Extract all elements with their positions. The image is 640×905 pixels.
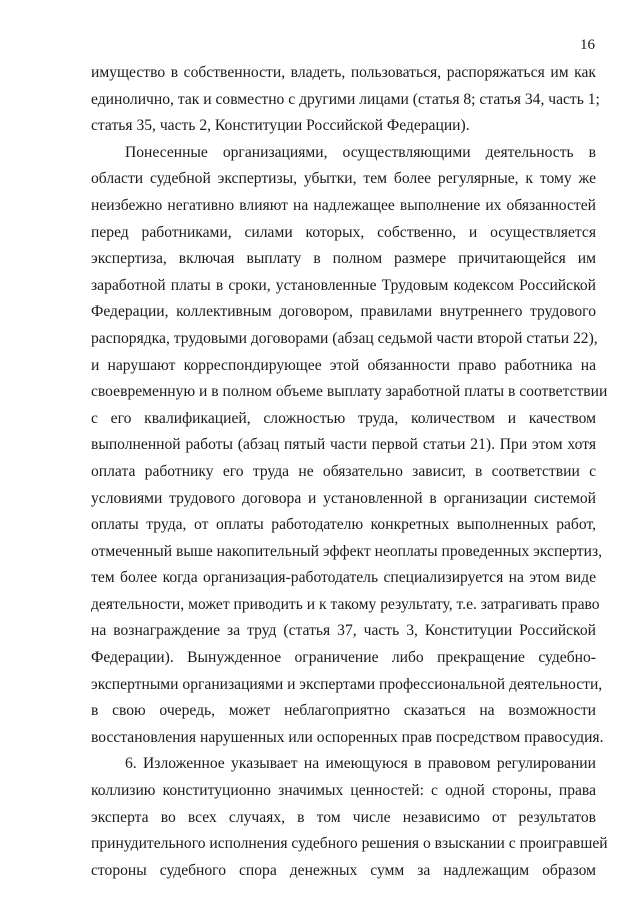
text-line: области судебной экспертизы, убытки, тем более регулярные, к тому же (91, 170, 596, 188)
text-line: на вознаграждение за труд (статья 37, часть 3, Конституции Российской (91, 622, 596, 640)
text-line: распорядка, трудовыми договорами (абзац седьмой части второй статьи 22), (91, 329, 598, 347)
text-line: своевременную и в полном объеме выплату заработной платы в соответствии (91, 383, 608, 401)
text-line: стороны судебного спора денежных сумм за надлежащим образом (91, 861, 596, 879)
text-line: с его квалификацией, сложностью труда, количеством и качеством (91, 409, 596, 427)
page-number: 16 (580, 37, 595, 53)
paragraph-p3 (91, 751, 608, 884)
paragraph-p1 (91, 60, 600, 140)
text-line: деятельности, может приводить и к такому результату, т.е. затрагивать право (91, 595, 600, 613)
text-line: 6. Изложенное указывает на имеющуюся в правовом регулировании (125, 755, 596, 773)
text-line: выполненной работы (абзац пятый части первой статьи 21). При этом хотя (91, 436, 596, 454)
text-line: тем более когда организация-работодатель специализируется на этом виде (91, 569, 596, 587)
text-line: неизбежно негативно влияют на надлежащее выполнение их обязанностей (91, 196, 596, 214)
text-line: восстановления нарушенных или оспоренных прав посредством правосудия. (91, 728, 604, 746)
text-line: в свою очередь, может неблагоприятно сказаться на возможности (91, 702, 596, 720)
text-line: экспертиза, включая выплату в полном размере причитающейся им (91, 250, 596, 268)
text-line: имущество в собственности, владеть, пользоваться, распоряжаться им как (91, 64, 596, 81)
text-line: эксперта во всех случаях, в том числе независимо от результатов (91, 808, 596, 826)
text-line: Понесенные организациями, осуществляющими деятельность в (125, 143, 596, 161)
text-line: Федерации). Вынужденное ограничение либо прекращение судебно- (91, 649, 596, 667)
text-line: оплата работнику его труда не обязательно зависит, в соответствии с (91, 462, 596, 480)
text-line: экспертными организациями и экспертами профессиональной деятельности, (91, 675, 603, 693)
text-line: заработной платы в сроки, установленные Трудовым кодексом Российской (91, 276, 596, 294)
text-line: отмеченный выше накопительный эффект неоплаты проведенных экспертиз, (91, 542, 603, 560)
text-line: единолично, так и совместно с другими лицами (статья 8; статья 34, часть 1; (91, 90, 600, 108)
text-line: коллизию конституционно значимых ценностей: с одной стороны, права (91, 782, 596, 800)
text-line: оплаты труда, от оплаты работодателю конкретных выполненных работ, (91, 516, 596, 534)
text-line: и нарушают корреспондирующее этой обязанности право работника на (91, 356, 596, 374)
paragraph-p2 (91, 140, 608, 752)
text-line: принудительного исполнения судебного решения о взыскании с проигравшей (91, 835, 608, 853)
text-line: условиями трудового договора и установленной в организации системой (91, 489, 596, 507)
document-body (91, 60, 608, 884)
text-line: статья 35, часть 2, Конституции Российской Федерации). (91, 117, 470, 135)
text-line: Федерации, коллективным договором, правилами внутреннего трудового (91, 303, 596, 321)
text-line: перед работниками, силами которых, собственно, и осуществляется (91, 223, 596, 241)
